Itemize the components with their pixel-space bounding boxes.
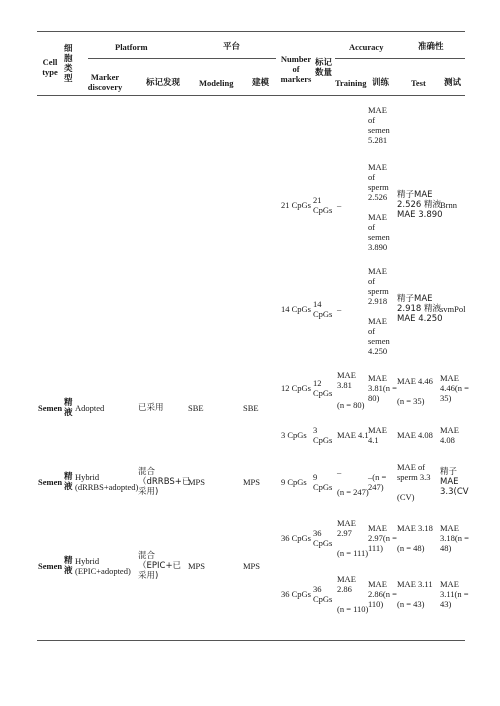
r4-test: MAE 4.08 xyxy=(397,430,433,440)
r3-test-zh: MAE 4.46(n = 35) xyxy=(440,373,469,403)
r5-markers: 9 CpGs xyxy=(281,477,307,487)
r2-test-zh: svmPol xyxy=(440,304,466,314)
r5-discovery: Hybrid (dRRBS+adopted) xyxy=(75,472,139,492)
r6-test: MAE 3.18 (n = 48) xyxy=(397,523,433,553)
r3-training: MAE 3.81 (n = 80) xyxy=(337,370,365,410)
table-bottom-rule xyxy=(37,640,465,641)
accuracy-underline xyxy=(335,58,465,59)
platform-underline xyxy=(88,58,276,59)
header-modeling-zh: 建模 xyxy=(252,78,270,88)
semen1-modeling: SBE xyxy=(188,403,204,413)
r6-test-zh: MAE 3.18(n = 48) xyxy=(440,523,469,553)
header-marker-discovery: Marker discovery xyxy=(87,72,123,92)
r7-markers-zh: 36 CpGs xyxy=(313,584,333,604)
r2-training-zh: MAE of sperm 2.918 MAE of semen 4.250 xyxy=(368,266,390,356)
r5-test-zh: 精子 MAE 3.3(CV xyxy=(440,467,469,497)
r2-markers: 14 CpGs xyxy=(281,304,311,314)
header-test: Test xyxy=(411,78,426,88)
header-accuracy: Accuracy xyxy=(349,42,384,52)
r1-markers: 21 CpGs xyxy=(281,200,311,210)
r6-training-zh: MAE 2.97(n = 111) xyxy=(368,523,397,553)
r6-training: MAE 2.97 (n = 111) xyxy=(337,518,369,558)
header-marker-discovery-zh: 标记发现 xyxy=(146,78,181,88)
r1-test: 精子MAE 2.526 精液 MAE 3.890 xyxy=(397,190,443,220)
header-num-markers-zh: 标记 数量 xyxy=(315,58,333,78)
r5-training-zh: –(n = 247) xyxy=(368,472,387,492)
r4-training: MAE 4.1 xyxy=(337,430,369,440)
r5-modeling-zh: MPS xyxy=(243,477,261,487)
header-test-zh: 测试 xyxy=(444,78,462,88)
r0-training-zh: MAE of semen 5.281 xyxy=(368,105,390,145)
r5-modeling: MPS xyxy=(188,477,206,487)
r3-test: MAE 4.46 (n = 35) xyxy=(397,376,433,406)
r3-training-zh: MAE 3.81(n = 80) xyxy=(368,373,397,403)
r6-markers-zh: 36 CpGs xyxy=(313,528,333,548)
r2-markers-zh: 14 CpGs xyxy=(313,299,333,319)
r4-training-zh: MAE 4.1 xyxy=(368,425,387,445)
header-platform: Platform xyxy=(115,42,148,52)
r7-test-zh: MAE 3.11(n = 43) xyxy=(440,579,469,609)
r1-markers-zh: 21 CpGs xyxy=(313,195,333,215)
header-platform-zh: 平台 xyxy=(223,42,241,52)
r1-test-zh: Brnn xyxy=(440,200,457,210)
semen3-discovery: Hybrid (EPIC+adopted) xyxy=(75,556,131,576)
semen1-cell-zh: 精 液 xyxy=(64,398,73,418)
semen1-discovery-zh: 已采用 xyxy=(138,403,164,413)
r3-markers: 12 CpGs xyxy=(281,383,311,393)
header-num-markers: Number of markers xyxy=(280,54,312,84)
r6-markers: 36 CpGs xyxy=(281,533,311,543)
r3-markers-zh: 12 CpGs xyxy=(313,378,333,398)
semen3-modeling: MPS xyxy=(188,561,206,571)
semen1-discovery: Adopted xyxy=(75,403,105,413)
header-cell-type: Cell type xyxy=(42,57,58,77)
r2-test: 精子MAE 2.918 精液 MAE 4.250 xyxy=(397,294,443,324)
r4-markers: 3 CpGs xyxy=(281,430,307,440)
r5-cell-zh: 精 液 xyxy=(64,472,73,492)
r5-cell: Semen xyxy=(38,477,63,487)
header-training: Training xyxy=(335,78,367,88)
r1-training-zh: MAE of sperm 2.526 MAE of semen 3.890 xyxy=(368,162,390,252)
r5-training: – (n = 247) xyxy=(337,467,369,497)
r7-training-zh: MAE 2.86(n = 110) xyxy=(368,579,397,609)
r2-training: – xyxy=(337,304,342,314)
header-bottom-rule xyxy=(37,95,465,96)
header-training-zh: 训练 xyxy=(372,78,390,88)
semen3-cell: Semen xyxy=(38,561,63,571)
header-modeling: Modeling xyxy=(199,78,234,88)
r7-test: MAE 3.11 (n = 43) xyxy=(397,579,433,609)
top-rule xyxy=(37,31,465,32)
r4-test-zh: MAE 4.08 xyxy=(440,425,459,445)
r4-markers-zh: 3 CpGs xyxy=(313,425,333,445)
r5-markers-zh: 9 CpGs xyxy=(313,472,333,492)
semen3-cell-zh: 精 液 xyxy=(64,556,73,576)
semen3-discovery-zh: 混合 （EPIC+已 采用) xyxy=(138,551,182,581)
r7-training: MAE 2.86 (n = 110) xyxy=(337,574,369,614)
r5-discovery-zh: 混合 （dRRBS+已 采用) xyxy=(138,467,191,497)
semen1-cell: Semen xyxy=(38,403,63,413)
header-cell-type-zh: 细 胞 类 型 xyxy=(64,44,73,84)
semen1-modeling-zh: SBE xyxy=(243,403,259,413)
r7-markers: 36 CpGs xyxy=(281,589,311,599)
semen3-modeling-zh: MPS xyxy=(243,561,261,571)
header-accuracy-zh: 准确性 xyxy=(418,42,444,52)
r5-test: MAE of sperm 3.3 (CV) xyxy=(397,462,431,502)
r1-training: – xyxy=(337,200,342,210)
